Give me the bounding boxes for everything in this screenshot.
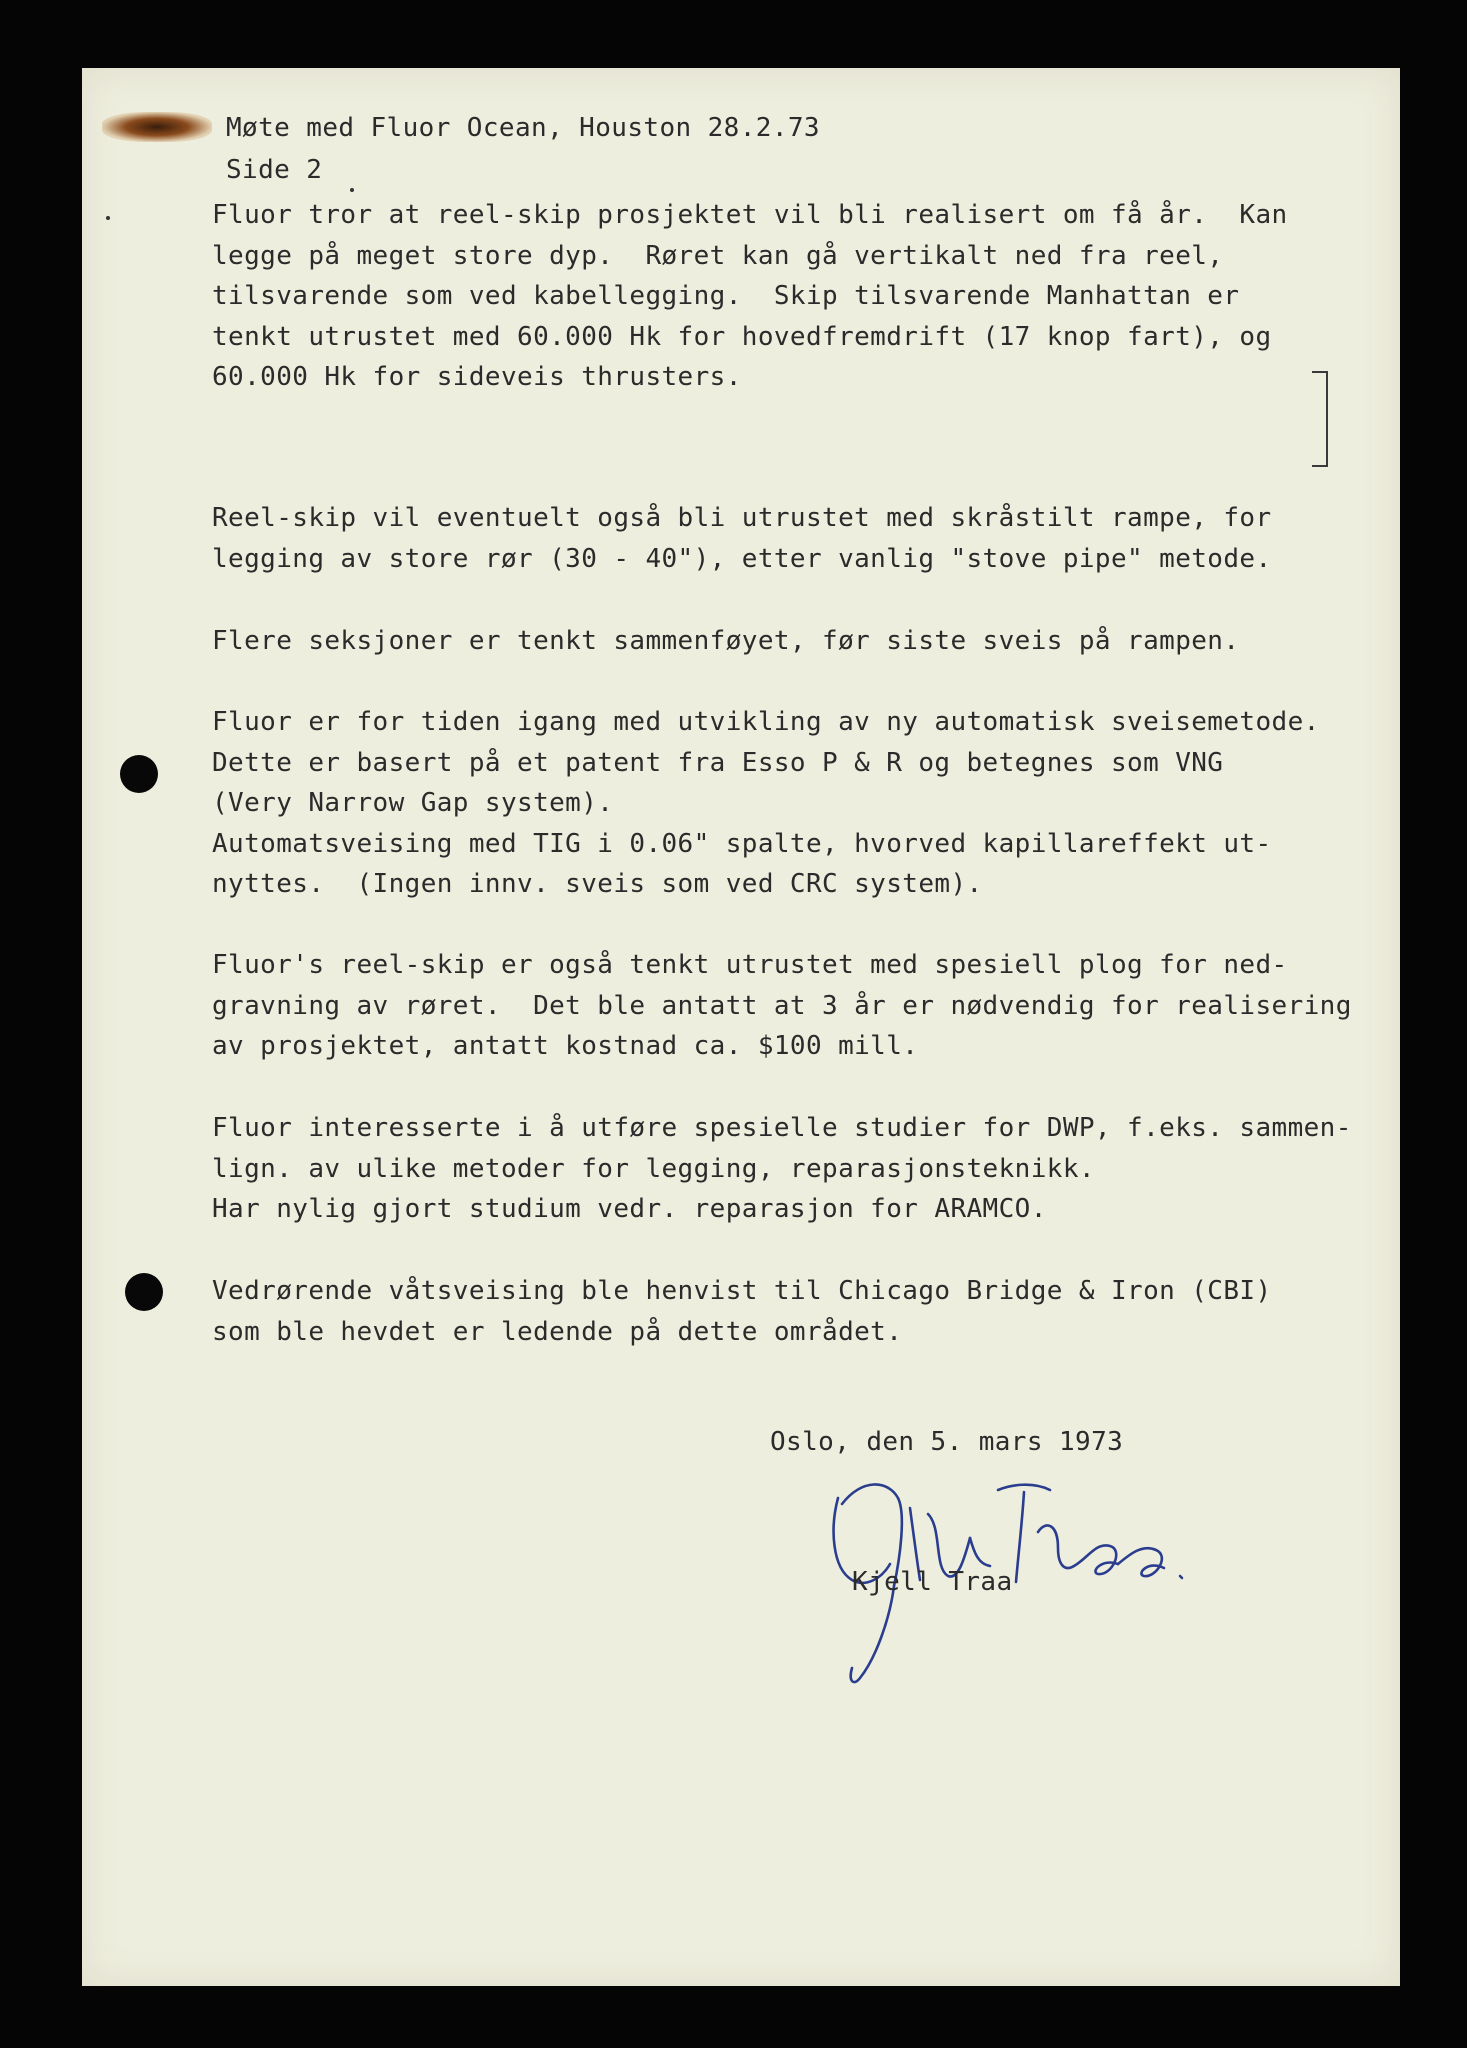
paragraph-line: Fluor tror at reel-skip prosjektet vil bli realisert om få år. Kan <box>212 200 1288 230</box>
paragraph-line: Har nylig gjort studium vedr. reparasjon for ARAMCO. <box>212 1194 1047 1224</box>
document-header <box>226 107 820 191</box>
paragraph-line: legging av store rør (30 - 40"), etter vanlig "stove pipe" metode. <box>212 543 1272 574</box>
paragraph-line: Fluor er for tiden igang med utvikling av ny automatisk sveisemetode. <box>212 707 1320 737</box>
paragraph-line: legge på meget store dyp. Røret kan gå vertikalt ned fra reel, <box>212 240 1224 271</box>
paper-sheet <box>82 68 1400 1986</box>
paragraph-4 <box>212 702 1320 905</box>
place-date: Oslo, den 5. mars 1973 <box>770 1427 1124 1457</box>
paragraph-line: Reel-skip vil eventuelt også bli utrustet med skråstilt rampe, for <box>212 503 1272 533</box>
paragraph-line: som ble hevdet er ledende på dette området. <box>212 1316 903 1347</box>
header-title: Møte med Fluor Ocean, Houston 28.2.73 <box>226 113 820 143</box>
paragraph-line: Dette er basert på et patent fra Esso P & R og betegnes som VNG <box>212 747 1224 778</box>
paragraph-line: Flere seksjoner er tenkt sammenføyet, før siste sveis på rampen. <box>212 626 1240 656</box>
paragraph-5 <box>212 945 1352 1067</box>
paragraph-line: gravning av røret. Det ble antatt at 3 år er nødvendig for realisering <box>212 990 1352 1021</box>
speck <box>350 188 354 192</box>
paragraph-6 <box>212 1108 1352 1230</box>
paragraph-line: tilsvarende som ved kabellegging. Skip tilsvarende Manhattan er <box>212 281 1240 311</box>
paragraph-line: lign. av ulike metoder for legging, reparasjonsteknikk. <box>212 1153 1095 1184</box>
paragraph-line: (Very Narrow Gap system). <box>212 788 614 818</box>
paragraph-line: Vedrørende våtsveising ble henvist til Chicago Bridge & Iron (CBI) <box>212 1276 1272 1306</box>
rust-stain <box>102 112 212 142</box>
speck <box>106 216 110 220</box>
punch-hole-bottom <box>125 1273 163 1311</box>
margin-bracket <box>1312 371 1328 467</box>
paragraph-line: Fluor's reel-skip er også tenkt utrustet med spesiell plog for ned- <box>212 950 1288 980</box>
paragraph-line: Fluor interesserte i å utføre spesielle studier for DWP, f.eks. sammen- <box>212 1113 1352 1143</box>
paragraph-line: Automatsveising med TIG i 0.06" spalte, hvorved kapillareffekt ut- <box>212 828 1272 859</box>
signatory-name: Kjell Traa <box>852 1567 1013 1597</box>
header-page-number: Side 2 <box>226 155 323 185</box>
paragraph-line: tenkt utrustet med 60.000 Hk for hovedfremdrift (17 knop fart), og <box>212 321 1272 352</box>
paragraph-line: nyttes. (Ingen innv. sveis som ved CRC system). <box>212 869 983 899</box>
paragraph-line: 60.000 Hk for sideveis thrusters. <box>212 362 742 392</box>
paragraph-3 <box>212 621 1239 662</box>
paragraph-7 <box>212 1271 1272 1352</box>
paragraph-line: av prosjektet, antatt kostnad ca. $100 mill. <box>212 1031 919 1061</box>
paragraph-1 <box>212 195 1288 398</box>
punch-hole-top <box>120 755 158 793</box>
paragraph-2 <box>212 498 1272 579</box>
